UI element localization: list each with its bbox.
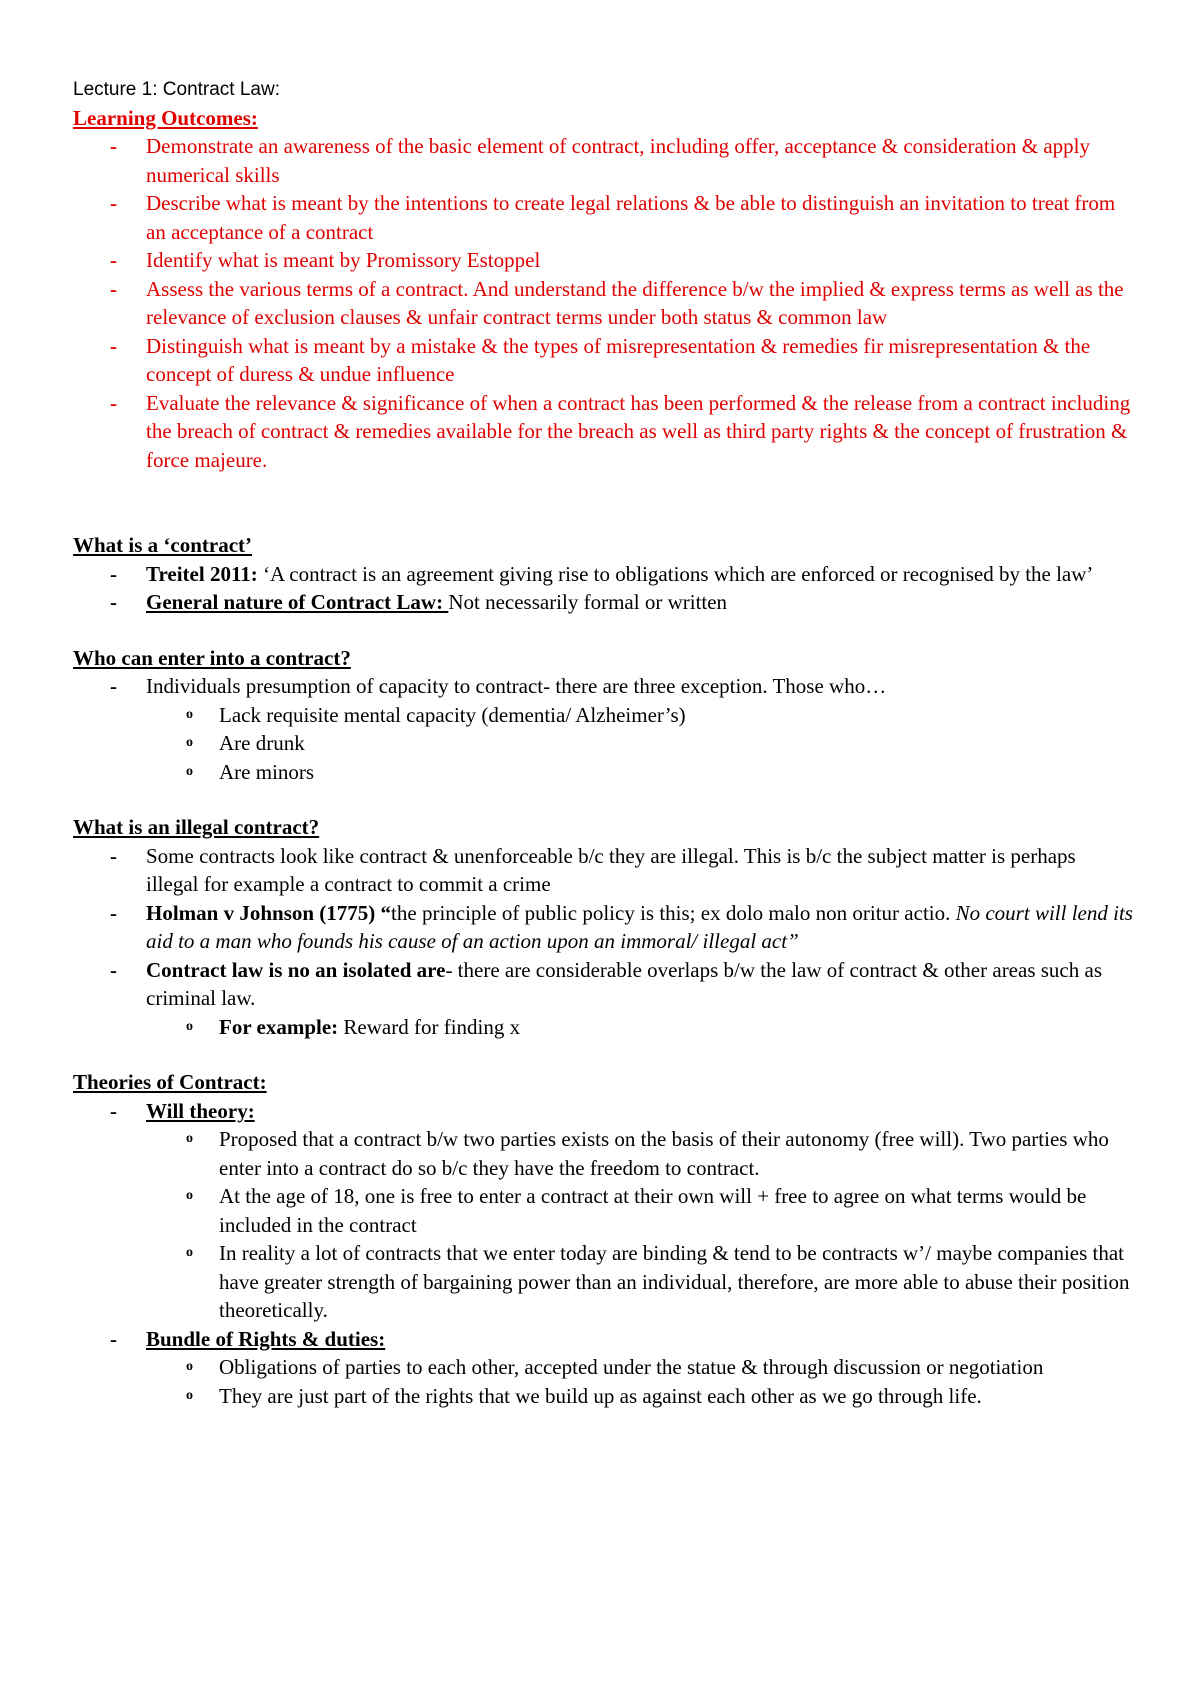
list-item: o For example: Reward for finding x	[186, 1014, 521, 1039]
list-item: - Holman v Johnson (1775) “the principle of public policy is this; ex dolo malo non oritur actio. No court will lend its aid to a man who founds his cause of an action upon an immoral/ illegal act”	[110, 900, 1133, 953]
list-item: - Treitel 2011: ‘A contract is an agreement giving rise to obligations which are enforced or recognised by the law’	[110, 561, 1094, 586]
learning-outcomes-heading: Learning Outcomes:	[73, 106, 258, 130]
list-item: o Are minors	[186, 759, 315, 784]
list-item: o They are just part of the rights that we build up as against each other as we go through life.	[186, 1383, 982, 1408]
will-theory-items	[146, 1125, 1133, 1325]
illegal-contract-heading: What is an illegal contract?	[73, 815, 320, 839]
bundle-items	[146, 1353, 1133, 1410]
list-item: - General nature of Contract Law: Not necessarily formal or written	[110, 590, 728, 614]
who-can-enter-heading: Who can enter into a contract?	[73, 645, 351, 670]
list-item: o Proposed that a contract b/w two parties exists on the basis of their autonomy (free will). Two parties who enter into a contract do so b/c they have the freedom to contract.	[186, 1127, 1109, 1180]
bundle-list	[73, 1325, 1133, 1354]
document-page	[73, 76, 1133, 1410]
list-item: o Obligations of parties to each other, accepted under the statue & through discussion or negotiation	[186, 1355, 1044, 1379]
list-item: - Describe what is meant by the intentions to create legal relations & be able to distinguish an invitation to treat from an acceptance of a contract	[110, 191, 1116, 244]
what-is-contract-list	[73, 560, 1133, 617]
list-item: - Contract law is no an isolated are- there are considerable overlaps b/w the law of contract & other areas such as criminal law.	[110, 957, 1102, 1010]
list-item: - Individuals presumption of capacity to contract- there are three exception. Those who…	[110, 674, 887, 698]
list-item: - Some contracts look like contract & unenforceable b/c they are illegal. This is b/c the subject matter is perhaps illegal for example a contract to commit a crime	[110, 843, 1076, 896]
list-item: o At the age of 18, one is free to enter a contract at their own will + free to agree on what terms would be included in the contract	[186, 1184, 1087, 1237]
list-item: - Bundle of Rights & duties:	[110, 1326, 386, 1351]
theories-heading: Theories of Contract:	[73, 1070, 267, 1094]
exceptions-list	[146, 701, 1133, 787]
illegal-contract-list	[73, 842, 1133, 1013]
list-item: - Assess the various terms of a contract. And understand the difference b/w the implied & express terms as well as the relevance of exclusion clauses & unfair contract terms under both status & common law	[110, 276, 1124, 329]
learning-outcomes-list	[73, 132, 1133, 474]
will-theory-list	[73, 1097, 1133, 1126]
list-item: o In reality a lot of contracts that we enter today are binding & tend to be contracts w’/ maybe companies that have greater strength of bargaining power than an individual, therefore, are more able to abuse their position theoretically.	[186, 1241, 1130, 1322]
list-item: o Lack requisite mental capacity (dementia/ Alzheimer’s)	[186, 702, 686, 727]
list-item: - Distinguish what is meant by a mistake & the types of misrepresentation & remedies fir misrepresentation & the concept of duress & undue influence	[110, 333, 1091, 386]
list-item: - Identify what is meant by Promissory Estoppel	[110, 248, 541, 272]
list-item: - Demonstrate an awareness of the basic element of contract, including offer, acceptance & consideration & apply numerical skills	[110, 134, 1090, 187]
example-list	[146, 1013, 1133, 1042]
list-item: o Are drunk	[186, 731, 305, 755]
list-item: - Evaluate the relevance & significance of when a contract has been performed & the release from a contract including the breach of contract & remedies available for the breach as well as third party rights & the concept of frustration & force majeure.	[110, 390, 1131, 472]
what-is-contract-heading: What is a ‘contract’	[73, 533, 253, 557]
who-can-enter-list	[73, 672, 1133, 701]
lecture-title: Lecture 1: Contract Law:	[73, 79, 280, 100]
list-item: - Will theory:	[110, 1098, 255, 1123]
